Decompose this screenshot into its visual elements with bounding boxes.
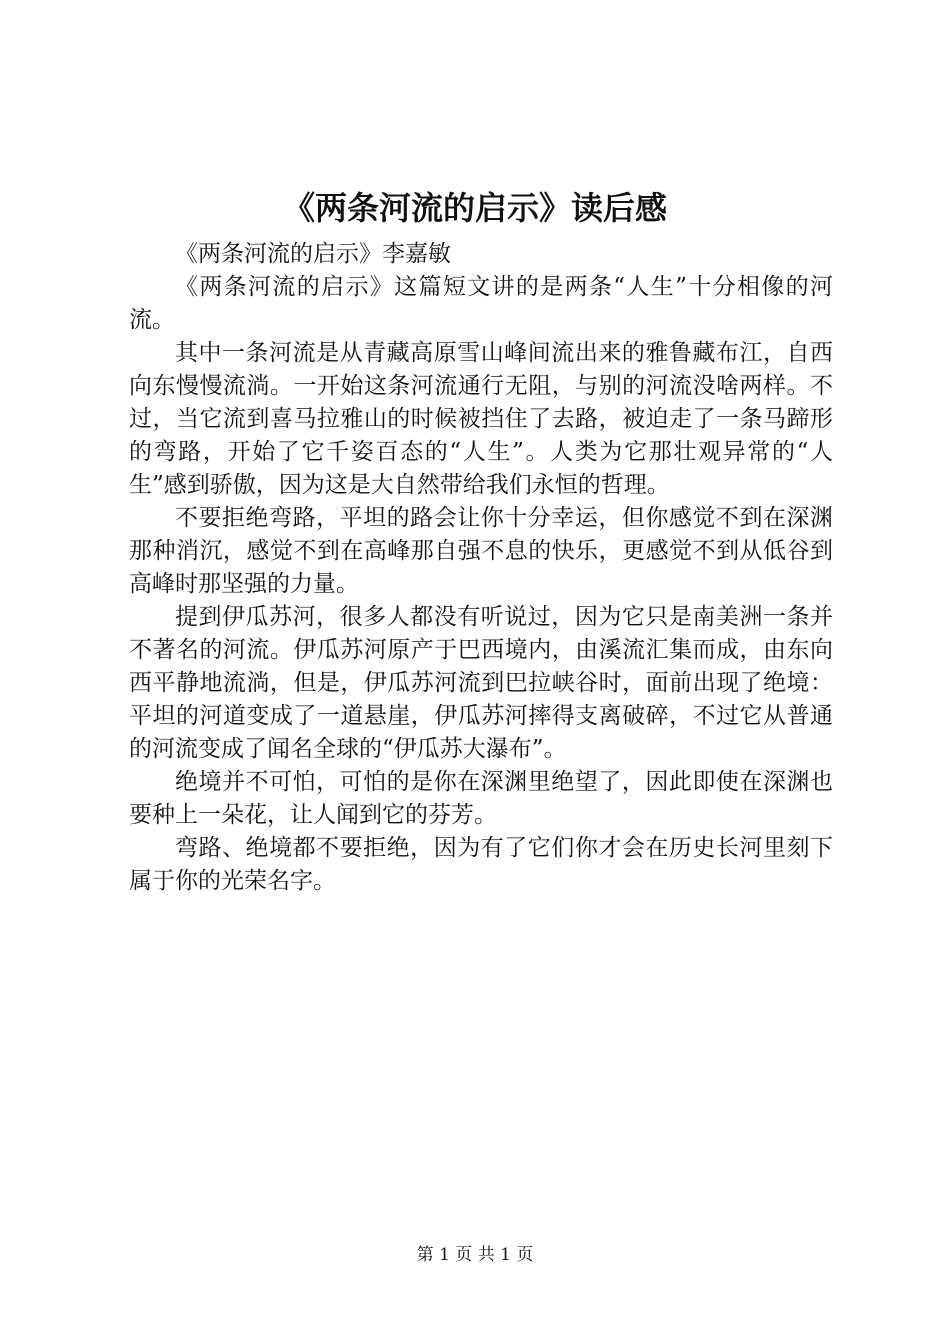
paragraph: 绝境并不可怕，可怕的是你在深渊里绝望了，因此即使在深渊也要种上一朵花，让人闻到它的芬芳。 xyxy=(129,769,833,828)
document-body xyxy=(129,238,833,898)
paragraph: 弯路、绝境都不要拒绝，因为有了它们你才会在历史长河里刻下属于你的光荣名字。 xyxy=(129,835,833,894)
paragraph: 不要拒绝弯路，平坦的路会让你十分幸运，但你感觉不到在深渊那种消沉，感觉不到在高峰那自强不息的快乐，更感觉不到从低谷到高峰时那坚强的力量。 xyxy=(129,505,833,597)
paragraph: 《两条河流的启示》这篇短文讲的是两条“人生”十分相像的河流。 xyxy=(129,274,833,333)
paragraph: 其中一条河流是从青藏高原雪山峰间流出来的雅鲁藏布江，自西向东慢慢流淌。一开始这条河流通行无阻，与别的河流没啥两样。不过，当它流到喜马拉雅山的时候被挡住了去路，被迫走了一条马蹄形的弯路，开始了它千姿百态的“人生”。人类为它那壮观异常的“人生”感到骄傲，因为这是大自然带给我们永恒的哲理。 xyxy=(129,340,833,498)
document-title: 《两条河流的启示》读后感 xyxy=(282,189,667,227)
page-footer: 第 1 页 共 1 页 xyxy=(416,1245,534,1265)
paragraph: 提到伊瓜苏河，很多人都没有听说过，因为它只是南美洲一条并不著名的河流。伊瓜苏河原产于巴西境内，由溪流汇集而成，由东向西平静地流淌，但是，伊瓜苏河流到巴拉峡谷时，面前出现了绝境：平坦的河道变成了一道悬崖，伊瓜苏河摔得支离破碎，不过它从普通的河流变成了闻名全球的“伊瓜苏大瀑布”。 xyxy=(129,604,833,762)
paragraph-subtitle: 《两条河流的启示》李嘉敏 xyxy=(175,241,451,267)
